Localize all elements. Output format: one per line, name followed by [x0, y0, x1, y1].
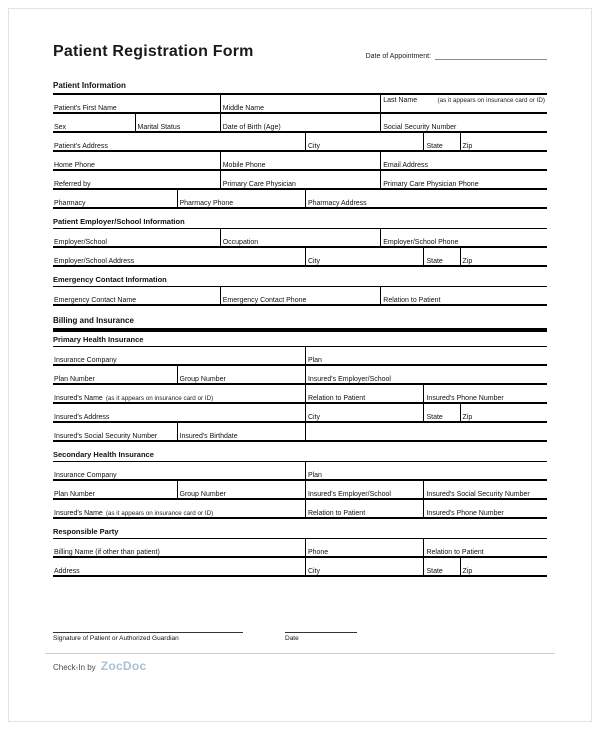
- field-primary-care-physician[interactable]: [220, 171, 381, 188]
- appointment-date-group: [366, 51, 547, 61]
- field-group-number[interactable]: [177, 481, 305, 498]
- field-plan[interactable]: [305, 462, 547, 479]
- field-label: Email Address: [383, 161, 429, 169]
- field-label: Date of Birth (Age): [222, 123, 281, 131]
- form-row: [53, 481, 547, 500]
- field-label: Insurance Company: [54, 471, 117, 479]
- form-header: [53, 43, 547, 61]
- field-label: Relation to Patient: [383, 296, 441, 304]
- signature-block: [53, 623, 547, 653]
- field-label: Patient's Address: [54, 142, 108, 150]
- field-referred-by[interactable]: [53, 171, 220, 188]
- field-relation-to-patient[interactable]: [423, 539, 547, 556]
- form-row: [53, 385, 547, 404]
- form-row: [53, 114, 547, 133]
- field-label: Pharmacy Phone: [179, 199, 234, 207]
- field-label: Employer/School Address: [54, 257, 135, 265]
- field-label: State: [426, 413, 443, 421]
- field-address[interactable]: [53, 558, 305, 575]
- signature-group: [53, 623, 243, 642]
- field-city[interactable]: [305, 558, 424, 575]
- field-insured-employer-school[interactable]: [305, 481, 424, 498]
- field-group-number[interactable]: [177, 366, 305, 383]
- field-label: Insured's Social Security Number: [54, 432, 158, 440]
- field-pharmacy[interactable]: [53, 190, 177, 207]
- field-label: Insured's Phone Number: [426, 509, 504, 517]
- field-label: Relation to Patient: [426, 548, 484, 556]
- form-row: [53, 171, 547, 190]
- field-employer-school[interactable]: [53, 229, 220, 246]
- appointment-date-line[interactable]: [435, 51, 547, 60]
- field-label: Insurance Company: [54, 356, 117, 364]
- field-billing-name[interactable]: [53, 539, 305, 556]
- field-insurance-company[interactable]: [53, 347, 305, 364]
- field-pharmacy-address[interactable]: [305, 190, 547, 207]
- field-date-of-birth[interactable]: [220, 114, 381, 131]
- field-home-phone[interactable]: [53, 152, 220, 169]
- field-label: Referred by: [54, 180, 91, 188]
- field-last-name[interactable]: [380, 95, 547, 112]
- field-sex[interactable]: [53, 114, 135, 131]
- field-state[interactable]: [423, 133, 459, 150]
- field-label: Phone: [307, 548, 329, 556]
- field-label: Zip: [462, 413, 473, 421]
- section-heading-responsible-party: Responsible Party: [53, 527, 547, 539]
- field-insured-ssn[interactable]: [423, 481, 547, 498]
- form-row: [53, 229, 547, 248]
- form-row: [53, 133, 547, 152]
- field-email-address[interactable]: [380, 152, 547, 169]
- form-row: [53, 95, 547, 114]
- field-label: Plan: [307, 471, 322, 479]
- field-label: Zip: [462, 142, 473, 150]
- field-insured-phone-number[interactable]: [423, 500, 547, 517]
- field-relation-to-patient[interactable]: [380, 287, 547, 304]
- field-zip[interactable]: [460, 248, 547, 265]
- field-label: Group Number: [179, 375, 226, 383]
- signature-label: Signature of Patient or Authorized Guardian: [53, 635, 179, 642]
- field-primary-care-physician-phone[interactable]: [380, 171, 547, 188]
- footer-checkin-text: Check-In by: [53, 663, 96, 672]
- field-label: Zip: [462, 567, 473, 575]
- field-label: State: [426, 142, 443, 150]
- field-label: State: [426, 257, 443, 265]
- form-row: [53, 347, 547, 366]
- field-label: Home Phone: [54, 161, 95, 169]
- field-label: Employer/School Phone: [383, 238, 459, 246]
- field-middle-name[interactable]: [220, 95, 381, 112]
- field-insured-employer-school[interactable]: [305, 366, 547, 383]
- field-label: Address: [54, 567, 80, 575]
- field-label: Employer/School: [54, 238, 107, 246]
- form-row: [53, 152, 547, 171]
- field-marital-status[interactable]: [135, 114, 220, 131]
- field-label: Group Number: [179, 490, 226, 498]
- form-row: [53, 404, 547, 423]
- field-label: Plan Number: [54, 490, 95, 498]
- field-label: Insured's Employer/School: [307, 375, 391, 383]
- field-plan[interactable]: [305, 347, 547, 364]
- field-insured-phone-number[interactable]: [423, 385, 547, 402]
- field-label: Patient's First Name: [54, 104, 117, 112]
- form-row: [53, 539, 547, 558]
- field-note: (as it appears on insurance card or ID): [105, 394, 214, 402]
- section-heading-primary-insurance: Primary Health Insurance: [53, 335, 547, 347]
- field-label: Primary Care Physician Phone: [383, 180, 479, 188]
- form-row: [53, 462, 547, 481]
- signature-line[interactable]: [53, 623, 243, 633]
- form-row: [53, 287, 547, 306]
- field-label: Insured's Social Security Number: [426, 490, 530, 498]
- field-label: Insured's Birthdate: [179, 432, 238, 440]
- signature-date-label: Date: [285, 635, 299, 642]
- section-heading-secondary-insurance: Secondary Health Insurance: [53, 450, 547, 462]
- field-city[interactable]: [305, 404, 424, 421]
- field-emergency-contact-phone[interactable]: [220, 287, 381, 304]
- form-row: [53, 366, 547, 385]
- field-mobile-phone[interactable]: [220, 152, 381, 169]
- field-pharmacy-phone[interactable]: [177, 190, 305, 207]
- field-empty[interactable]: [305, 423, 547, 440]
- section-heading-employer-info: Patient Employer/School Information: [53, 217, 547, 229]
- field-patient-address[interactable]: [53, 133, 305, 150]
- section-heading-billing-insurance: Billing and Insurance: [53, 316, 547, 332]
- field-label: Pharmacy Address: [307, 199, 367, 207]
- field-label: Insured's Name: [54, 394, 103, 402]
- zocdoc-logo: ZocDoc: [100, 659, 147, 673]
- field-ssn[interactable]: [380, 114, 547, 131]
- field-label: Zip: [462, 257, 473, 265]
- field-label: Plan Number: [54, 375, 95, 383]
- field-phone[interactable]: [305, 539, 424, 556]
- field-label: City: [307, 257, 320, 265]
- field-label: Occupation: [222, 238, 259, 246]
- field-label: Sex: [54, 123, 67, 131]
- field-label: Relation to Patient: [307, 394, 366, 402]
- field-emergency-contact-name[interactable]: [53, 287, 220, 304]
- signature-date-group: [285, 623, 357, 642]
- form-row: [53, 558, 547, 577]
- field-plan-number[interactable]: [53, 366, 177, 383]
- field-insured-name[interactable]: [53, 500, 305, 517]
- field-relation-to-patient[interactable]: [305, 385, 424, 402]
- field-label: Insured's Name: [54, 509, 103, 517]
- field-zip[interactable]: [460, 558, 547, 575]
- field-label: City: [307, 413, 320, 421]
- field-label: Insured's Address: [54, 413, 110, 421]
- signature-date-line[interactable]: [285, 623, 357, 633]
- form-row: [53, 423, 547, 442]
- field-label: City: [307, 567, 320, 575]
- form-row: [53, 500, 547, 519]
- field-state[interactable]: [423, 558, 459, 575]
- field-label: Marital Status: [137, 123, 181, 131]
- field-label: Emergency Contact Name: [54, 296, 137, 304]
- field-label: State: [426, 567, 443, 575]
- field-label: Plan: [307, 356, 322, 364]
- field-zip[interactable]: [460, 133, 547, 150]
- field-insured-name[interactable]: [53, 385, 305, 402]
- field-label: Insured's Phone Number: [426, 394, 504, 402]
- field-label: Emergency Contact Phone: [222, 296, 307, 304]
- field-label: Relation to Patient: [307, 509, 366, 517]
- field-zip[interactable]: [460, 404, 547, 421]
- field-city[interactable]: [305, 133, 424, 150]
- field-state[interactable]: [423, 404, 459, 421]
- field-label: Mobile Phone: [222, 161, 266, 169]
- field-insured-address[interactable]: [53, 404, 305, 421]
- field-note: (as it appears on insurance card or ID): [437, 96, 545, 104]
- field-insured-ssn[interactable]: [53, 423, 177, 440]
- section-heading-patient-information: Patient Information: [53, 81, 547, 95]
- field-state[interactable]: [423, 248, 459, 265]
- field-note: (as it appears on insurance card or ID): [105, 509, 214, 517]
- form-row: [53, 190, 547, 209]
- field-insured-birthdate[interactable]: [177, 423, 305, 440]
- form-content: [53, 43, 547, 577]
- field-label: Middle Name: [222, 104, 264, 112]
- field-employer-school-phone[interactable]: [380, 229, 547, 246]
- form-row: [53, 248, 547, 267]
- section-heading-emergency-contact: Emergency Contact Information: [53, 275, 547, 287]
- field-label: Last Name: [383, 96, 418, 104]
- field-plan-number[interactable]: [53, 481, 177, 498]
- field-label: City: [307, 142, 320, 150]
- page-title: Patient Registration Form: [53, 43, 254, 60]
- field-label: Pharmacy: [54, 199, 86, 207]
- field-label: Insured's Employer/School: [307, 490, 391, 498]
- appointment-date-label: Date of Appointment:: [365, 53, 431, 60]
- field-label: Billing Name (if other than patient): [54, 548, 160, 556]
- field-patient-first-name[interactable]: [53, 95, 220, 112]
- field-employer-school-address[interactable]: [53, 248, 305, 265]
- field-label: Primary Care Physician: [222, 180, 296, 188]
- field-occupation[interactable]: [220, 229, 381, 246]
- field-insurance-company[interactable]: [53, 462, 305, 479]
- field-city[interactable]: [305, 248, 424, 265]
- form-page: [8, 8, 592, 722]
- field-relation-to-patient[interactable]: [305, 500, 424, 517]
- footer: [45, 653, 555, 673]
- field-label: Social Security Number: [383, 123, 457, 131]
